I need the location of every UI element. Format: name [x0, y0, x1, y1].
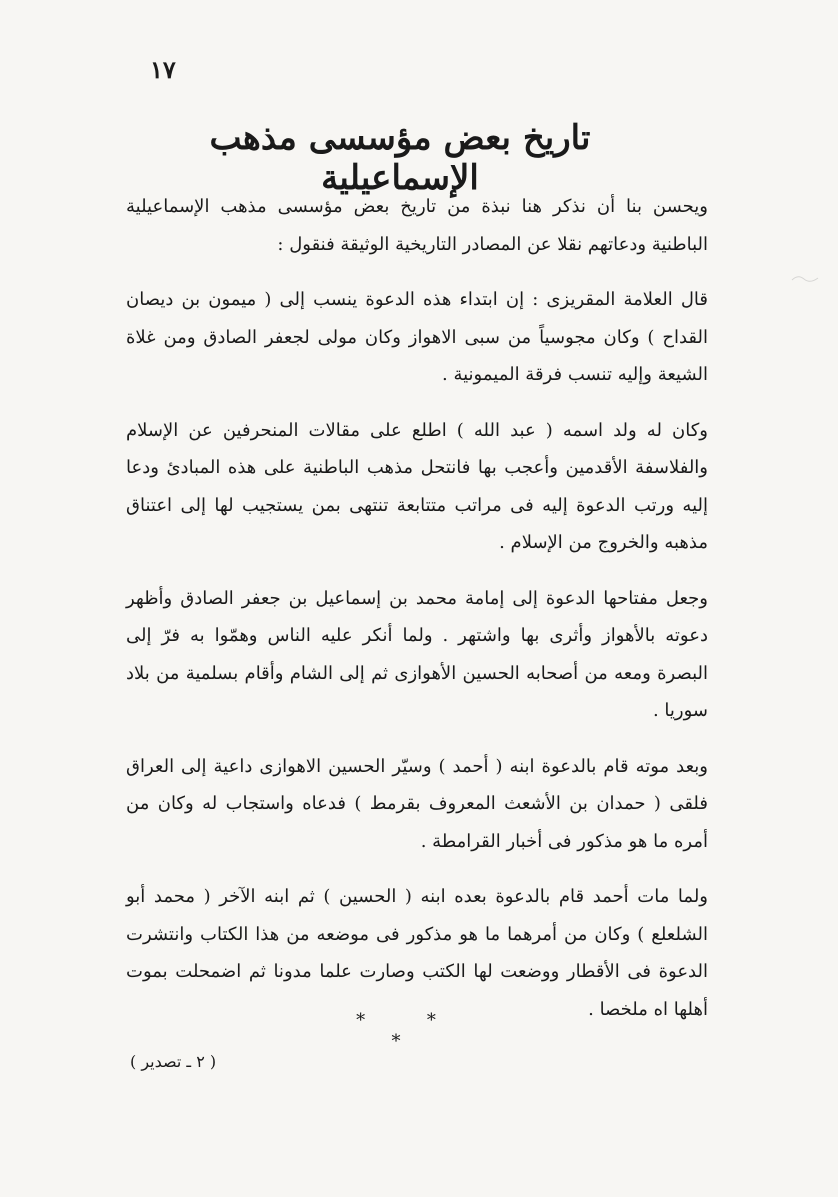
section-separator: * * * — [356, 1010, 464, 1052]
paragraph-1: ويحسن بنا أن نذكر هنا نبذة من تاريخ بعض مؤسسى مذهب الإسماعيلية الباطنية ودعاتهم نقلا عن المصادر التاريخية الوثيقة فنقول : — [126, 196, 708, 255]
paragraph-6: ولما مات أحمد قام بالدعوة بعده ابنه ( الحسين ) ثم ابنه الآخر ( محمد أبو الشلعلع ) وكان من أمرهما ما هو مذكور فى موضعه من هذا الكتاب وانتشرت الدعوة فى الأقطار ووضعت لها الكتب وصارت علما مدونا ثم اضمحلت بموت أهلها اه ملخصا . — [126, 886, 708, 1020]
paragraph-2: قال العلامة المقريزى : إن ابتداء هذه الدعوة ينسب إلى ( ميمون بن ديصان القداح ) وكان مجوسياً من سبى الاهواز وكان مولى لجعفر الصادق ومن غلاة الشيعة وإليه تنسب فرقة الميمونية . — [126, 289, 708, 385]
paragraph-3: وكان له ولد اسمه ( عبد الله ) اطلع على مقالات المنحرفين عن الإسلام والفلاسفة الأقدمين وأعجب بها فانتحل مذهب الباطنية على هذه المبادئ ودعا إليه ورتب الدعوة إليه فى مراتب متتابعة تنتهى بمن يستجيب لها إلى اعتناق مذهبه والخروج من الإسلام . — [126, 419, 708, 553]
paragraph-5: وبعد موته قام بالدعوة ابنه ( أحمد ) وسيّر الحسين الاهوازى داعية إلى العراق فلقى ( حمدان بن الأشعث المعروف بقرمط ) فدعاه واستجاب له وكان من أمره ما هو مذكور فى أخبار القرامطة . — [126, 755, 708, 852]
page-number: ١٧ — [150, 55, 176, 84]
body-text — [126, 188, 708, 1046]
footer-signature: ( ٢ ـ تصدير ) — [130, 1052, 217, 1071]
ink-smudge-icon — [790, 272, 820, 286]
chapter-title: تاريخ بعض مؤسسى مذهب الإسماعيلية — [209, 118, 591, 198]
paragraph-4: وجعل مفتاحها الدعوة إلى إمامة محمد بن إسماعيل بن جعفر الصادق وأظهر دعوته بالأهواز وأثرى بها واشتهر . ولما أنكر عليه الناس وهمّوا به فرّ إلى البصرة ومعه من أصحابه الحسين الأهوازى ثم إلى الشام وأقام بسلمية من بلاد سوريا . — [126, 587, 708, 721]
